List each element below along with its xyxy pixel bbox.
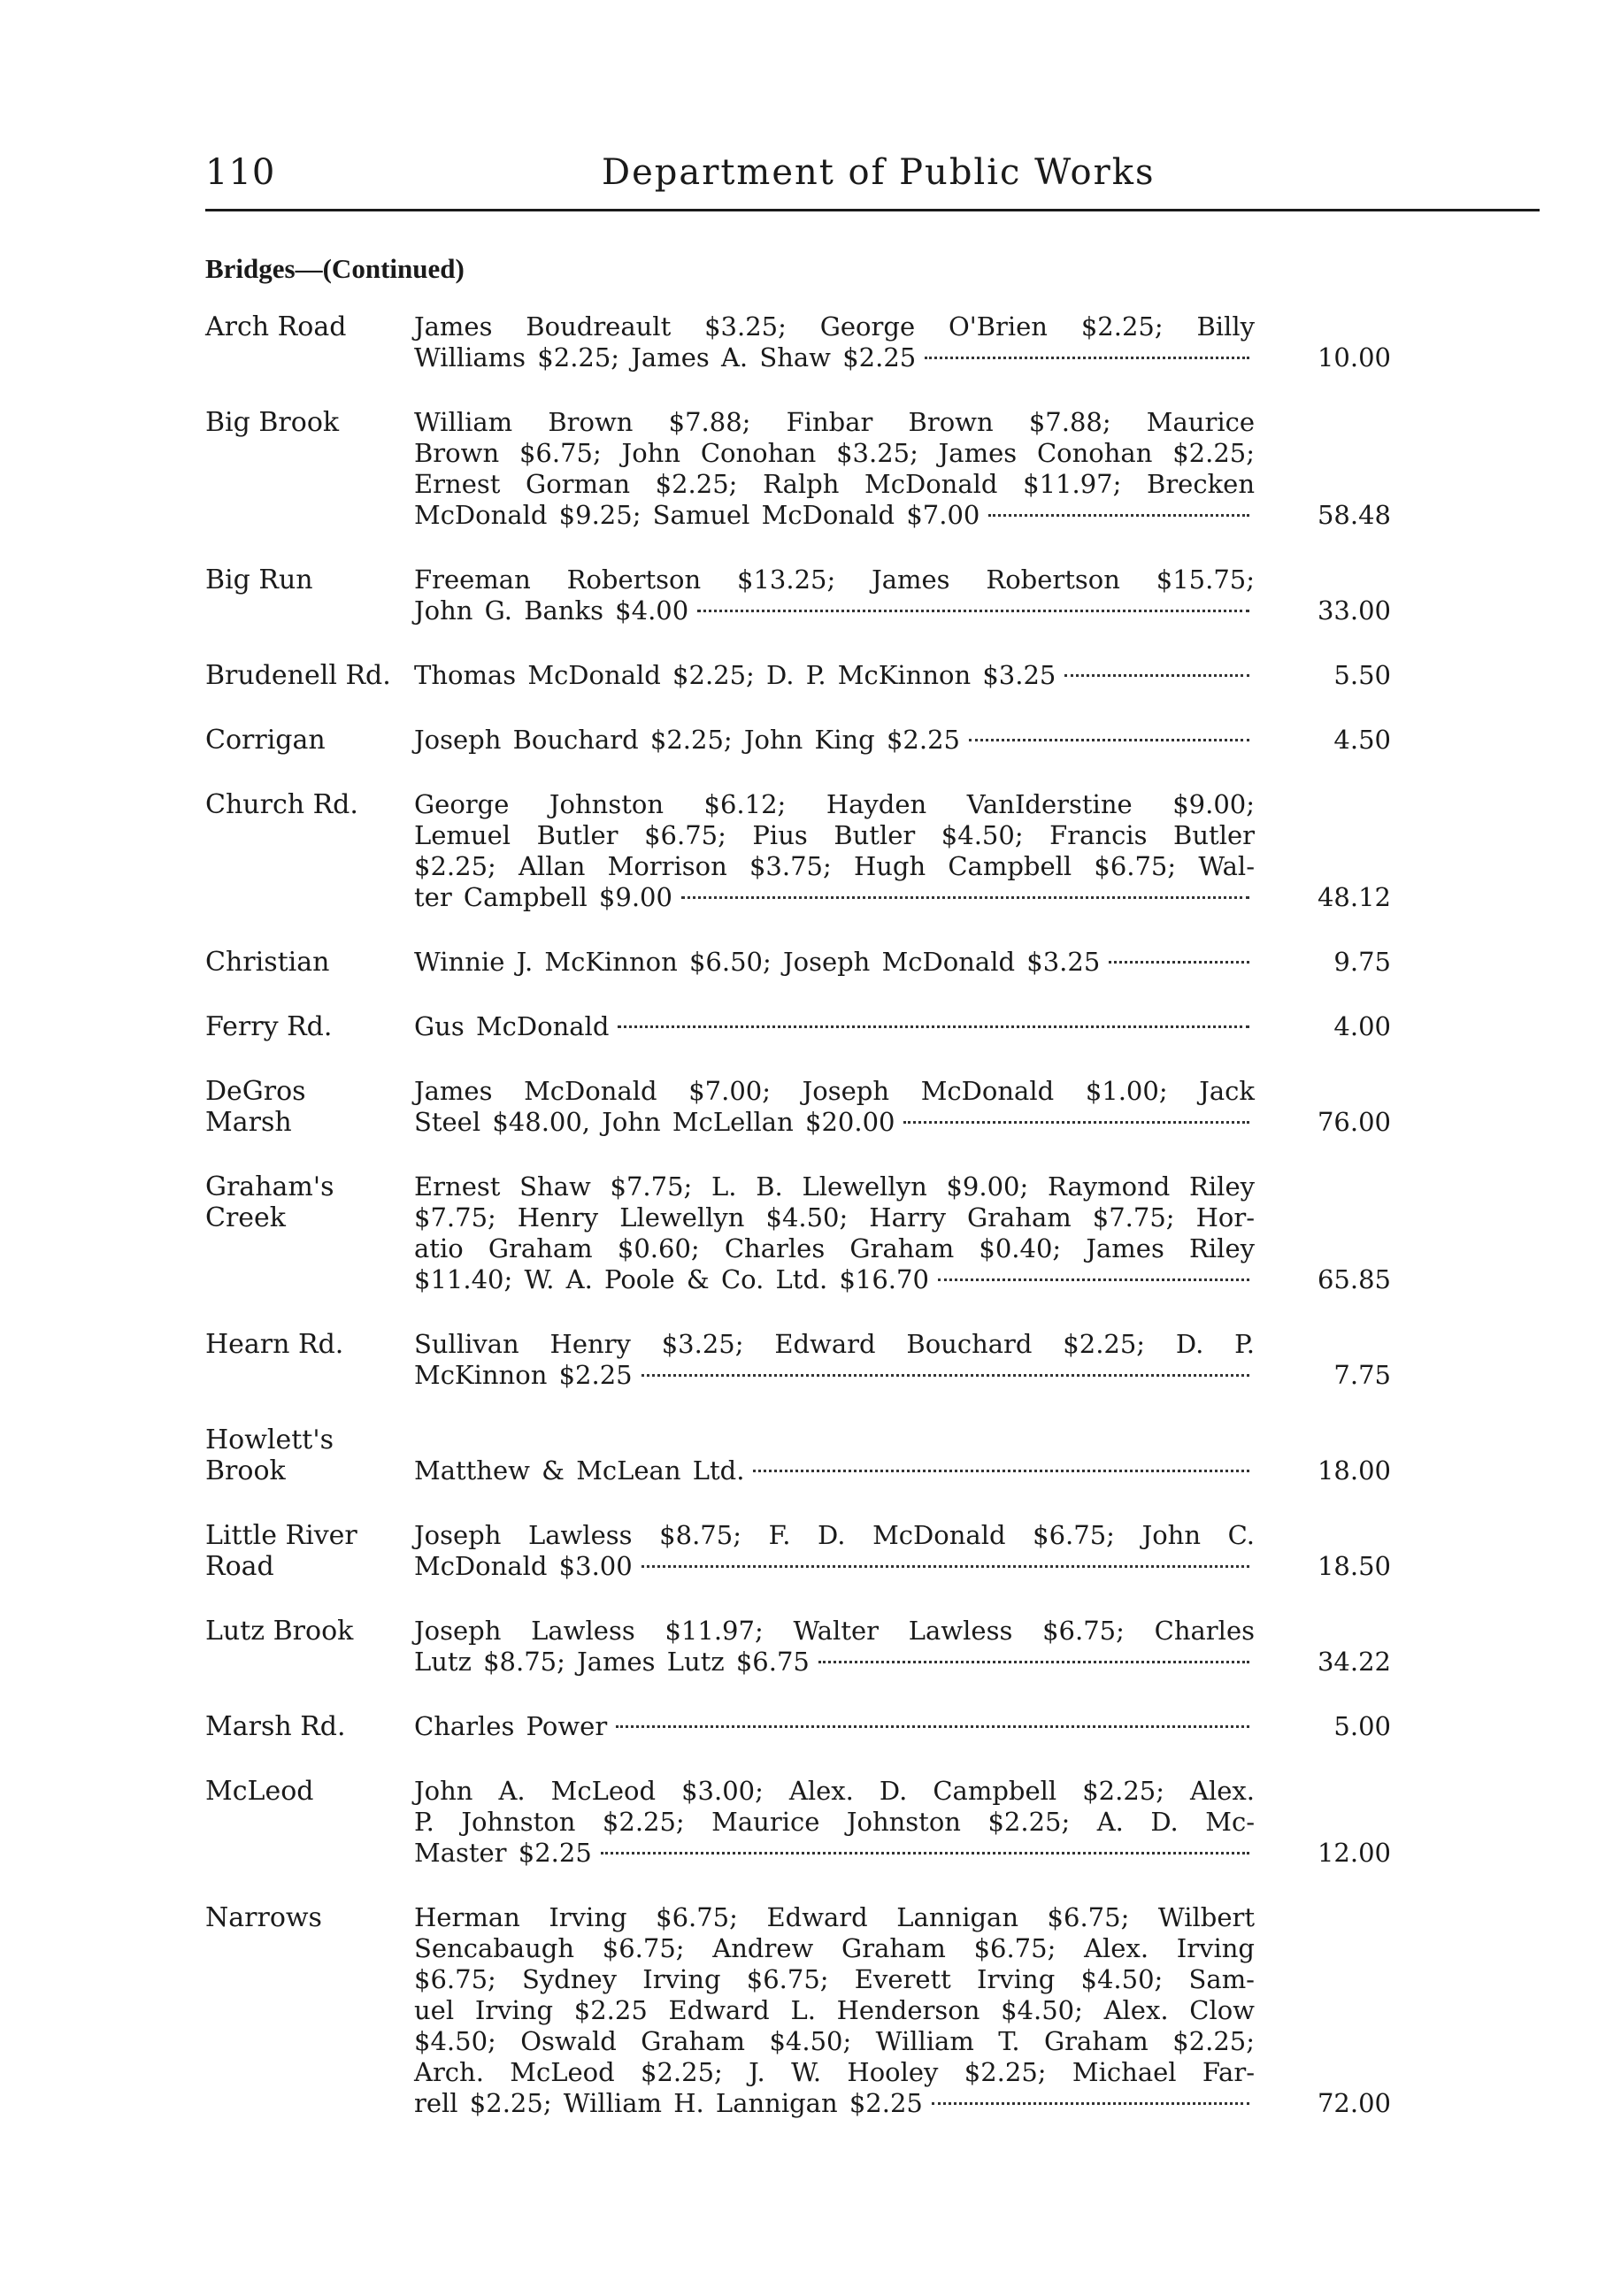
header-rule <box>205 209 1540 211</box>
workers-last-line-text: Lutz $8.75; James Lutz $6.75 <box>414 1647 810 1677</box>
workers-last-line-text: $11.40; W. A. Poole & Co. Ltd. $16.70 <box>414 1264 929 1294</box>
workers-line: $6.75; Sydney Irving $6.75; Everett Irving $4.50; Sam- <box>414 1964 1255 1994</box>
bridge-total-amount: 5.00 <box>1333 1711 1391 1741</box>
dot-leader <box>903 1121 1249 1124</box>
bridge-location: Marsh Rd. <box>205 1711 346 1742</box>
bridge-workers <box>414 1902 1255 2119</box>
bridge-total-amount: 72.00 <box>1317 2088 1391 2118</box>
bridge-workers <box>414 660 1255 691</box>
dot-leader <box>818 1661 1249 1663</box>
workers-last-line <box>414 660 1255 691</box>
workers-line: $7.75; Henry Llewellyn $4.50; Harry Graham $7.75; Hor- <box>414 1202 1255 1232</box>
dot-leader <box>988 514 1249 517</box>
bridge-location: Church Rd. <box>205 789 358 820</box>
workers-line: Ernest Shaw $7.75; L. B. Llewellyn $9.00; Raymond Riley <box>414 1171 1255 1202</box>
bridge-location: McLeod <box>205 1776 314 1807</box>
bridge-entry <box>205 947 1391 978</box>
workers-line: Brown $6.75; John Conohan $3.25; James Conohan $2.25; <box>414 438 1255 468</box>
bridge-total-amount: 48.12 <box>1317 882 1391 912</box>
bridge-workers <box>414 564 1255 626</box>
workers-last-line <box>414 342 1255 373</box>
bridge-workers <box>414 789 1255 913</box>
dot-leader <box>618 1025 1249 1028</box>
bridge-total-amount: 10.00 <box>1317 342 1391 372</box>
bridge-workers <box>414 1171 1255 1295</box>
workers-last-line-text: Master $2.25 <box>414 1838 592 1868</box>
workers-last-line <box>414 1647 1255 1678</box>
bridge-workers <box>414 1520 1255 1582</box>
bridge-location: Big Brook <box>205 407 340 438</box>
dot-leader <box>1109 961 1249 964</box>
bridge-entry <box>205 1011 1391 1042</box>
bridge-total-amount: 33.00 <box>1317 595 1391 626</box>
bridge-entries-list <box>205 311 1391 2153</box>
page-header <box>205 149 1541 202</box>
dot-leader <box>616 1725 1249 1728</box>
bridge-entry <box>205 1616 1391 1678</box>
workers-last-line-text: Williams $2.25; James A. Shaw $2.25 <box>414 342 917 372</box>
workers-last-line-text: Joseph Bouchard $2.25; John King $2.25 <box>414 725 960 755</box>
bridge-entry <box>205 660 1391 691</box>
bridge-entry <box>205 1171 1391 1295</box>
bridge-location: Narrows <box>205 1902 322 1933</box>
workers-last-line <box>414 2088 1255 2119</box>
bridge-total-amount: 5.50 <box>1333 660 1391 690</box>
dot-leader <box>1064 674 1249 677</box>
workers-last-line <box>414 1711 1255 1742</box>
bridge-location: Graham's Creek <box>205 1171 334 1233</box>
bridge-total-amount: 58.48 <box>1317 500 1391 530</box>
dot-leader <box>753 1470 1249 1472</box>
bridge-total-amount: 34.22 <box>1317 1647 1391 1677</box>
bridge-workers <box>414 725 1255 756</box>
dot-leader <box>925 357 1249 359</box>
bridge-location: Lutz Brook <box>205 1616 354 1647</box>
workers-last-line-text: Matthew & McLean Ltd. <box>414 1455 745 1486</box>
running-head: Department of Public Works <box>602 152 1156 193</box>
workers-last-line-text: rell $2.25; William H. Lannigan $2.25 <box>414 2088 923 2118</box>
workers-line: $2.25; Allan Morrison $3.75; Hugh Campbell $6.75; Wal- <box>414 851 1255 881</box>
workers-line: Arch. McLeod $2.25; J. W. Hooley $2.25; Michael Far- <box>414 2057 1255 2087</box>
bridge-location: Little River Road <box>205 1520 357 1582</box>
page-number: 110 <box>205 152 276 193</box>
bridge-entry <box>205 1520 1391 1582</box>
bridge-total-amount: 4.00 <box>1333 1011 1391 1041</box>
bridge-workers <box>414 947 1255 978</box>
bridge-location: DeGros Marsh <box>205 1076 306 1138</box>
dot-leader <box>642 1374 1249 1377</box>
workers-last-line <box>414 1264 1255 1295</box>
workers-line: Joseph Lawless $11.97; Walter Lawless $6.75; Charles <box>414 1616 1255 1646</box>
bridge-total-amount: 18.00 <box>1317 1455 1391 1486</box>
bridge-location: Hearn Rd. <box>205 1329 344 1360</box>
bridge-total-amount: 76.00 <box>1317 1107 1391 1137</box>
bridge-entry <box>205 1902 1391 2119</box>
bridge-entry <box>205 1776 1391 1869</box>
bridge-total-amount: 9.75 <box>1333 947 1391 977</box>
bridge-location: Big Run <box>205 564 313 595</box>
workers-last-line <box>414 1360 1255 1391</box>
workers-line: Sullivan Henry $3.25; Edward Bouchard $2.25; D. P. <box>414 1329 1255 1359</box>
workers-line: James McDonald $7.00; Joseph McDonald $1.00; Jack <box>414 1076 1255 1106</box>
workers-last-line <box>414 725 1255 756</box>
workers-last-line-text: ter Campbell $9.00 <box>414 882 672 912</box>
workers-line: George Johnston $6.12; Hayden VanIderstine $9.00; <box>414 789 1255 819</box>
bridge-workers <box>414 1455 1255 1486</box>
bridge-location: Christian <box>205 947 330 978</box>
workers-line: uel Irving $2.25 Edward L. Henderson $4.50; Alex. Clow <box>414 1995 1255 2025</box>
dot-leader <box>697 610 1249 612</box>
bridge-location: Arch Road <box>205 311 347 342</box>
bridge-workers <box>414 311 1255 373</box>
workers-last-line <box>414 595 1255 626</box>
bridge-entry <box>205 311 1391 373</box>
bridge-entry <box>205 1424 1391 1486</box>
bridge-workers <box>414 1011 1255 1042</box>
dot-leader <box>932 2102 1249 2105</box>
workers-line: Freeman Robertson $13.25; James Robertson $15.75; <box>414 564 1255 595</box>
bridge-entry <box>205 564 1391 626</box>
bridge-total-amount: 18.50 <box>1317 1551 1391 1581</box>
workers-line: Lemuel Butler $6.75; Pius Butler $4.50; Francis Butler <box>414 820 1255 850</box>
workers-line: Sencabaugh $6.75; Andrew Graham $6.75; Alex. Irving <box>414 1933 1255 1963</box>
workers-last-line-text: John G. Banks $4.00 <box>414 595 689 626</box>
bridge-workers <box>414 407 1255 531</box>
workers-last-line <box>414 1551 1255 1582</box>
bridge-workers <box>414 1616 1255 1678</box>
workers-last-line-text: Gus McDonald <box>414 1011 610 1041</box>
workers-last-line <box>414 947 1255 978</box>
bridge-total-amount: 12.00 <box>1317 1838 1391 1868</box>
workers-line: Joseph Lawless $8.75; F. D. McDonald $6.75; John C. <box>414 1520 1255 1550</box>
bridge-location: Howlett's Brook <box>205 1424 334 1486</box>
workers-last-line-text: Thomas McDonald $2.25; D. P. McKinnon $3.25 <box>414 660 1056 690</box>
bridge-workers <box>414 1776 1255 1869</box>
dot-leader <box>938 1279 1249 1281</box>
bridge-workers <box>414 1711 1255 1742</box>
workers-line: atio Graham $0.60; Charles Graham $0.40; James Riley <box>414 1233 1255 1263</box>
workers-line: John A. McLeod $3.00; Alex. D. Campbell $2.25; Alex. <box>414 1776 1255 1806</box>
workers-last-line <box>414 1107 1255 1138</box>
bridge-entry <box>205 789 1391 913</box>
bridge-location: Ferry Rd. <box>205 1011 333 1042</box>
bridge-workers <box>414 1076 1255 1138</box>
dot-leader <box>601 1852 1249 1854</box>
dot-leader <box>969 739 1249 741</box>
workers-last-line-text: McDonald $9.25; Samuel McDonald $7.00 <box>414 500 980 530</box>
bridge-entry <box>205 1711 1391 1742</box>
workers-line: William Brown $7.88; Finbar Brown $7.88; Maurice <box>414 407 1255 437</box>
workers-last-line <box>414 1011 1255 1042</box>
workers-line: $4.50; Oswald Graham $4.50; William T. Graham $2.25; <box>414 2026 1255 2056</box>
bridge-entry <box>205 1076 1391 1138</box>
workers-line: Herman Irving $6.75; Edward Lannigan $6.75; Wilbert <box>414 1902 1255 1932</box>
bridge-total-amount: 4.50 <box>1333 725 1391 755</box>
bridge-entry <box>205 725 1391 756</box>
workers-last-line-text: McKinnon $2.25 <box>414 1360 633 1390</box>
bridge-total-amount: 65.85 <box>1317 1264 1391 1294</box>
workers-last-line <box>414 1455 1255 1486</box>
bridge-workers <box>414 1329 1255 1391</box>
workers-last-line <box>414 882 1255 913</box>
workers-last-line <box>414 1838 1255 1869</box>
workers-last-line-text: McDonald $3.00 <box>414 1551 633 1581</box>
workers-last-line-text: Winnie J. McKinnon $6.50; Joseph McDonald $3.25 <box>414 947 1101 977</box>
bridge-total-amount: 7.75 <box>1333 1360 1391 1390</box>
section-heading: Bridges—(Continued) <box>205 253 465 284</box>
bridge-location: Corrigan <box>205 725 326 756</box>
dot-leader <box>681 896 1249 899</box>
dot-leader <box>642 1565 1249 1568</box>
workers-last-line-text: Steel $48.00, John McLellan $20.00 <box>414 1107 895 1137</box>
bridge-entry <box>205 1329 1391 1391</box>
bridge-entry <box>205 407 1391 531</box>
bridge-location: Brudenell Rd. <box>205 660 391 691</box>
workers-line: Ernest Gorman $2.25; Ralph McDonald $11.97; Brecken <box>414 469 1255 499</box>
workers-line: P. Johnston $2.25; Maurice Johnston $2.25; A. D. Mc- <box>414 1807 1255 1837</box>
workers-last-line-text: Charles Power <box>414 1711 608 1741</box>
workers-last-line <box>414 500 1255 531</box>
workers-line: James Boudreault $3.25; George O'Brien $2.25; Billy <box>414 311 1255 342</box>
